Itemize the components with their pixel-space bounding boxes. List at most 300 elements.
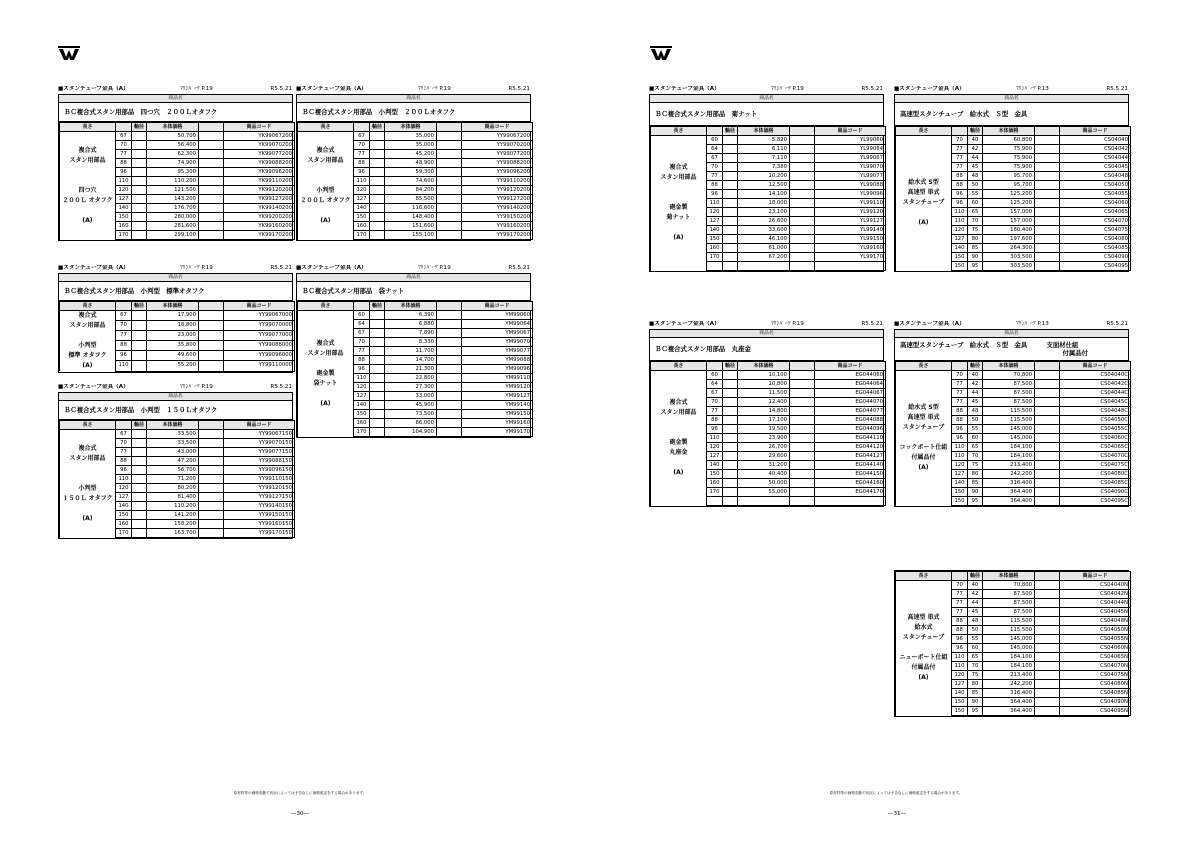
price-cell: 40,400 [738,470,790,479]
blank-cell [199,222,224,231]
price-cell: 61,000 [738,244,790,253]
price-cell: 35,000 [385,141,437,150]
blank-cell [790,199,815,208]
blank-cell [790,172,815,181]
blank-cell [1035,635,1060,644]
code-cell: CS04045N [1060,608,1131,617]
blank-cell [437,159,462,168]
shaft-cell [370,419,385,428]
blank-cell [1035,208,1060,217]
price-cell: 12,400 [738,398,790,407]
price-cell: 55,000 [738,488,790,497]
length-cell: 96 [952,434,968,443]
code-cell: YY99070000 [224,321,295,331]
code-cell: CS04050N [1060,626,1131,635]
length-cell: 60 [354,311,370,320]
price-cell: 242,200 [983,680,1035,689]
table-header-row [60,421,295,430]
shaft-cell: 80 [968,470,983,479]
shaft-cell: 40 [968,581,983,590]
price-cell: 85,500 [385,195,437,204]
price-cell: 75,900 [983,163,1035,172]
blank-cell [790,226,815,235]
blank-cell [790,208,815,217]
price-cell: 125,200 [983,190,1035,199]
shaft-cell [370,159,385,168]
length-cell: 96 [952,199,968,208]
code-cell: YY99067150 [224,430,295,439]
length-cell: 150 [952,262,968,271]
shaft-cell: 70 [968,452,983,461]
blank-cell [790,470,815,479]
blank-cell [1035,680,1060,689]
code-cell: CS04040C [1060,371,1131,380]
shaft-cell [370,311,385,320]
blank-cell [1035,689,1060,698]
length-cell: 88 [354,159,370,168]
length-cell: 96 [116,168,132,177]
price-cell: 281,600 [147,222,199,231]
length-cell: 70 [707,398,723,407]
column-header-length: 長さ [896,127,952,136]
shaft-cell: 75 [968,226,983,235]
length-cell: 160 [116,222,132,231]
product-name-text: ＢＣ複合式スタン用部品 袋ナット [302,287,405,295]
shaft-cell [370,329,385,338]
length-cell: 77 [116,331,132,341]
code-cell: CS04044 [1060,154,1131,163]
table-header-row [896,362,1131,371]
shaft-cell [132,321,147,331]
length-cell: 127 [116,493,132,502]
price-cell: 74,900 [147,159,199,168]
blank-cell [1035,217,1060,226]
shaft-cell [370,356,385,365]
blank-cell [1035,389,1060,398]
shaft-cell: 75 [968,671,983,680]
table-row [896,371,1131,380]
product-category-label: 複合式 スタン用部品 四つ穴 ２００Ｌ オタフク (A) [60,132,116,240]
price-cell: 87,500 [983,590,1035,599]
product-name [650,103,883,126]
column-header-length: 長さ [896,362,952,371]
code-cell: YY99070150 [224,439,295,448]
product-category-label: 複合式 スタン用部品 砲金製 丸座金 (A) [651,371,707,506]
product-name-label: 商品名 [895,330,1128,338]
price-block [58,265,293,373]
code-cell: YY99160150 [224,520,295,529]
length-cell: 150 [354,410,370,419]
length-cell: 127 [354,392,370,401]
price-table [895,361,1131,506]
code-cell: YL99064 [815,145,886,154]
code-cell: EG044160 [815,479,886,488]
shaft-cell [132,351,147,361]
product-name [895,338,1128,361]
price-cell [738,497,790,506]
code-cell: YY99070200 [462,141,533,150]
shaft-cell: 75 [968,461,983,470]
column-header-code: 商品コード [815,362,886,371]
column-header-code: 商品コード [224,123,295,132]
revision-date: R5.5.21 [508,86,530,92]
blank-cell [790,416,815,425]
blank-cell [790,163,815,172]
table-row [896,581,1131,590]
length-cell: 120 [952,226,968,235]
code-cell: CS04055 [1060,190,1131,199]
price-cell: 145,000 [983,644,1035,653]
shaft-cell [132,186,147,195]
code-cell: CS04080N [1060,680,1131,689]
code-cell: YK99170200 [224,231,295,240]
shaft-cell [723,235,738,244]
code-cell: CS04095C [1060,497,1131,506]
product-name [59,282,292,301]
length-cell: 70 [116,321,132,331]
price-cell: 59,300 [385,168,437,177]
blank-cell [437,401,462,410]
price-cell: 184,100 [983,452,1035,461]
price-cell: 23,900 [738,434,790,443]
code-cell [815,262,886,271]
shaft-cell [723,497,738,506]
shaft-cell [132,141,147,150]
column-header-code: 商品コード [224,302,295,311]
code-cell: YK99140200 [224,204,295,213]
price-cell: 115,500 [983,407,1035,416]
length-cell: 140 [354,204,370,213]
price-cell: 45,900 [385,401,437,410]
price-cell: 75,900 [983,154,1035,163]
product-name [59,103,292,122]
blank-cell [199,439,224,448]
length-cell: 160 [116,520,132,529]
price-cell [738,262,790,271]
shaft-cell [132,439,147,448]
blank-cell [1035,407,1060,416]
blank-cell [437,365,462,374]
product-category-label: 高速型 単式 給水式 スタンチューブ ニューポート仕組 付属品付 (A) [896,581,952,716]
blank-cell [1035,599,1060,608]
blank-cell [790,244,815,253]
catalog-reference: ﾏﾘﾝﾊﾟｰﾂ P.13 [1016,321,1049,327]
column-header-blank [952,127,968,136]
column-header-blank [790,362,815,371]
code-cell: YY99170200 [462,231,533,240]
shaft-cell: 70 [968,662,983,671]
length-cell: 77 [952,380,968,389]
price-table [650,126,886,271]
shaft-cell [723,172,738,181]
blank-cell [437,329,462,338]
length-cell: 70 [354,141,370,150]
length-cell: 150 [952,488,968,497]
price-cell: 145,000 [983,425,1035,434]
shaft-cell [370,141,385,150]
shaft-cell [723,470,738,479]
revision-date: R5.5.21 [861,321,883,327]
blank-cell [1035,479,1060,488]
blank-cell [437,231,462,240]
shaft-cell [370,222,385,231]
price-cell: 60,800 [983,136,1035,145]
shaft-cell [370,213,385,222]
blank-cell [790,145,815,154]
table-header-row [651,362,886,371]
shaft-cell: 85 [968,244,983,253]
code-cell: YK99160200 [224,222,295,231]
product-name-label: 商品名 [59,393,292,401]
blank-cell [1035,497,1060,506]
length-cell: 150 [354,213,370,222]
blank-cell [437,195,462,204]
shaft-cell [132,430,147,439]
blank-cell [199,177,224,186]
price-cell: 26,700 [738,443,790,452]
price-cell: 18,800 [147,321,199,331]
column-header-length: 長さ [60,123,116,132]
shaft-cell [370,338,385,347]
price-cell: 316,400 [983,479,1035,488]
product-category-label: 複合式 スタン用部品 砲金製 菊ナット (A) [651,136,707,271]
price-cell: 18,000 [738,199,790,208]
blank-cell [1035,199,1060,208]
price-block [649,86,884,272]
length-cell: 120 [707,208,723,217]
shaft-cell: 65 [968,653,983,662]
price-cell: 70,800 [983,581,1035,590]
revision-date: R5.5.21 [861,86,883,92]
price-cell: 35,000 [385,132,437,141]
product-name-label: 商品名 [59,95,292,103]
blank-cell [790,235,815,244]
length-cell: 140 [116,204,132,213]
block-header [58,265,293,274]
length-cell: 170 [116,529,132,538]
length-cell: 120 [354,383,370,392]
code-cell: YL99110 [815,199,886,208]
price-cell: 33,500 [147,439,199,448]
shaft-cell [370,132,385,141]
code-cell: CS04070N [1060,662,1131,671]
page-number: ―30― [290,811,310,817]
code-cell: EG044170 [815,488,886,497]
shaft-cell: 85 [968,479,983,488]
code-cell: YY99110000 [224,361,295,371]
code-cell: YY99150150 [224,511,295,520]
length-cell: 67 [707,389,723,398]
price-table [59,420,295,538]
shaft-cell: 85 [968,689,983,698]
shaft-cell: 48 [968,617,983,626]
column-header-price: 本体価格 [385,302,437,311]
blank-cell [199,204,224,213]
block-frame [894,95,1129,272]
revision-date: R5.5.21 [1106,321,1128,327]
block-title: ■スタンチューブ金具（A） [296,265,367,271]
column-header-length: 長さ [298,302,354,311]
blank-cell [199,141,224,150]
blank-cell [1035,154,1060,163]
code-cell: YY99067200 [462,132,533,141]
price-cell: 143,200 [147,195,199,204]
length-cell: 110 [354,374,370,383]
code-cell: YY99140200 [462,204,533,213]
product-name [59,401,292,420]
code-cell: YK99120200 [224,186,295,195]
shaft-cell [132,466,147,475]
price-cell: 14,800 [738,407,790,416]
length-cell: 127 [707,217,723,226]
price-cell: 115,500 [983,626,1035,635]
code-cell: YK99200200 [224,213,295,222]
length-cell: 127 [707,452,723,461]
blank-cell [1035,644,1060,653]
shaft-cell: 42 [968,145,983,154]
length-cell: 140 [707,226,723,235]
table-row [298,311,533,320]
price-cell: 7,110 [738,154,790,163]
code-cell: YY99088200 [462,159,533,168]
shaft-cell: 45 [968,163,983,172]
length-cell: 127 [952,680,968,689]
blank-cell [199,159,224,168]
block-frame [649,330,884,507]
code-cell: CS04065N [1060,653,1131,662]
code-cell: YM99160 [462,419,533,428]
code-cell: CS04048 [1060,172,1131,181]
length-cell [707,497,723,506]
block-title: ■スタンチューブ金具（A） [296,86,367,92]
length-cell: 70 [707,163,723,172]
code-cell: EG044067 [815,389,886,398]
shaft-cell [723,253,738,262]
price-block [649,321,884,507]
shaft-cell: 55 [968,190,983,199]
code-cell: YL99060 [815,136,886,145]
length-cell: 140 [952,479,968,488]
blank-cell [790,434,815,443]
shaft-cell [723,217,738,226]
blank-cell [1035,452,1060,461]
page-number: ―31― [887,811,907,817]
blank-cell [437,132,462,141]
price-cell: 364,400 [983,698,1035,707]
shaft-cell: 80 [968,235,983,244]
price-cell: 10,100 [738,371,790,380]
catalog-reference: ﾏﾘﾝﾊﾟｰﾂ P.13 [1016,86,1049,92]
price-cell: 33,600 [738,226,790,235]
price-cell: 17,100 [738,416,790,425]
length-cell: 150 [707,235,723,244]
blank-cell [1035,244,1060,253]
blank-cell [790,262,815,271]
blank-cell [1035,698,1060,707]
code-cell: CS04040N [1060,581,1131,590]
length-cell: 88 [952,407,968,416]
code-cell: YL99077 [815,172,886,181]
code-cell: YK99088200 [224,159,295,168]
price-cell: 71,200 [147,475,199,484]
price-cell: 264,300 [983,244,1035,253]
table-header-row [651,127,886,136]
price-cell: 33,500 [147,430,199,439]
price-cell: 81,400 [147,493,199,502]
price-cell: 176,700 [147,204,199,213]
price-cell: 95,300 [147,168,199,177]
column-header-price: 本体価格 [983,127,1035,136]
product-name-label: 商品名 [297,274,530,282]
length-cell: 67 [354,132,370,141]
code-cell: YL99140 [815,226,886,235]
product-category-label: 複合式 スタン用部品 砲金製 袋ナット (A) [298,311,354,437]
code-cell: YM99150 [462,410,533,419]
code-cell: CS04085C [1060,479,1131,488]
price-cell: 84,200 [385,186,437,195]
blank-cell [1035,235,1060,244]
length-cell: 60 [707,371,723,380]
price-cell: 280,000 [147,213,199,222]
price-cell: 180,400 [983,226,1035,235]
length-cell: 70 [116,439,132,448]
blank-cell [199,311,224,321]
length-cell: 88 [952,626,968,635]
shaft-cell [723,488,738,497]
shaft-cell: 48 [968,172,983,181]
length-cell: 170 [707,253,723,262]
shaft-cell [723,199,738,208]
code-cell: CS04055C [1060,425,1131,434]
length-cell: 110 [707,199,723,208]
shaft-cell [132,520,147,529]
code-cell: YY99077000 [224,331,295,341]
product-name-label: 商品名 [650,330,883,338]
length-cell: 77 [952,145,968,154]
length-cell: 160 [707,479,723,488]
length-cell: 140 [707,461,723,470]
block-title: ■スタンチューブ金具（A） [58,384,129,390]
code-cell: CS04042 [1060,145,1131,154]
code-cell: CS04075C [1060,461,1131,470]
blank-cell [1035,662,1060,671]
product-name-line: 付属品付 [1062,349,1088,357]
price-cell: 10,200 [738,172,790,181]
column-header-shaft: 軸径 [968,362,983,371]
blank-cell [199,457,224,466]
blank-cell [199,168,224,177]
price-cell: 62,300 [147,150,199,159]
price-cell: 17,900 [147,311,199,321]
blank-cell [199,351,224,361]
column-header-length: 長さ [651,362,707,371]
length-cell: 110 [952,208,968,217]
price-cell: 303,500 [983,253,1035,262]
code-cell [815,497,886,506]
shaft-cell: 80 [968,680,983,689]
shaft-cell: 48 [968,407,983,416]
column-header-blank [1035,127,1060,136]
column-header-shaft: 軸径 [968,127,983,136]
revision-date: R5.5.21 [270,384,292,390]
blank-cell [1035,145,1060,154]
column-header-blank [707,362,723,371]
price-cell: 184,100 [983,443,1035,452]
blank-cell [437,320,462,329]
blank-cell [199,448,224,457]
code-cell: YK99096200 [224,168,295,177]
code-cell: EG044110 [815,434,886,443]
